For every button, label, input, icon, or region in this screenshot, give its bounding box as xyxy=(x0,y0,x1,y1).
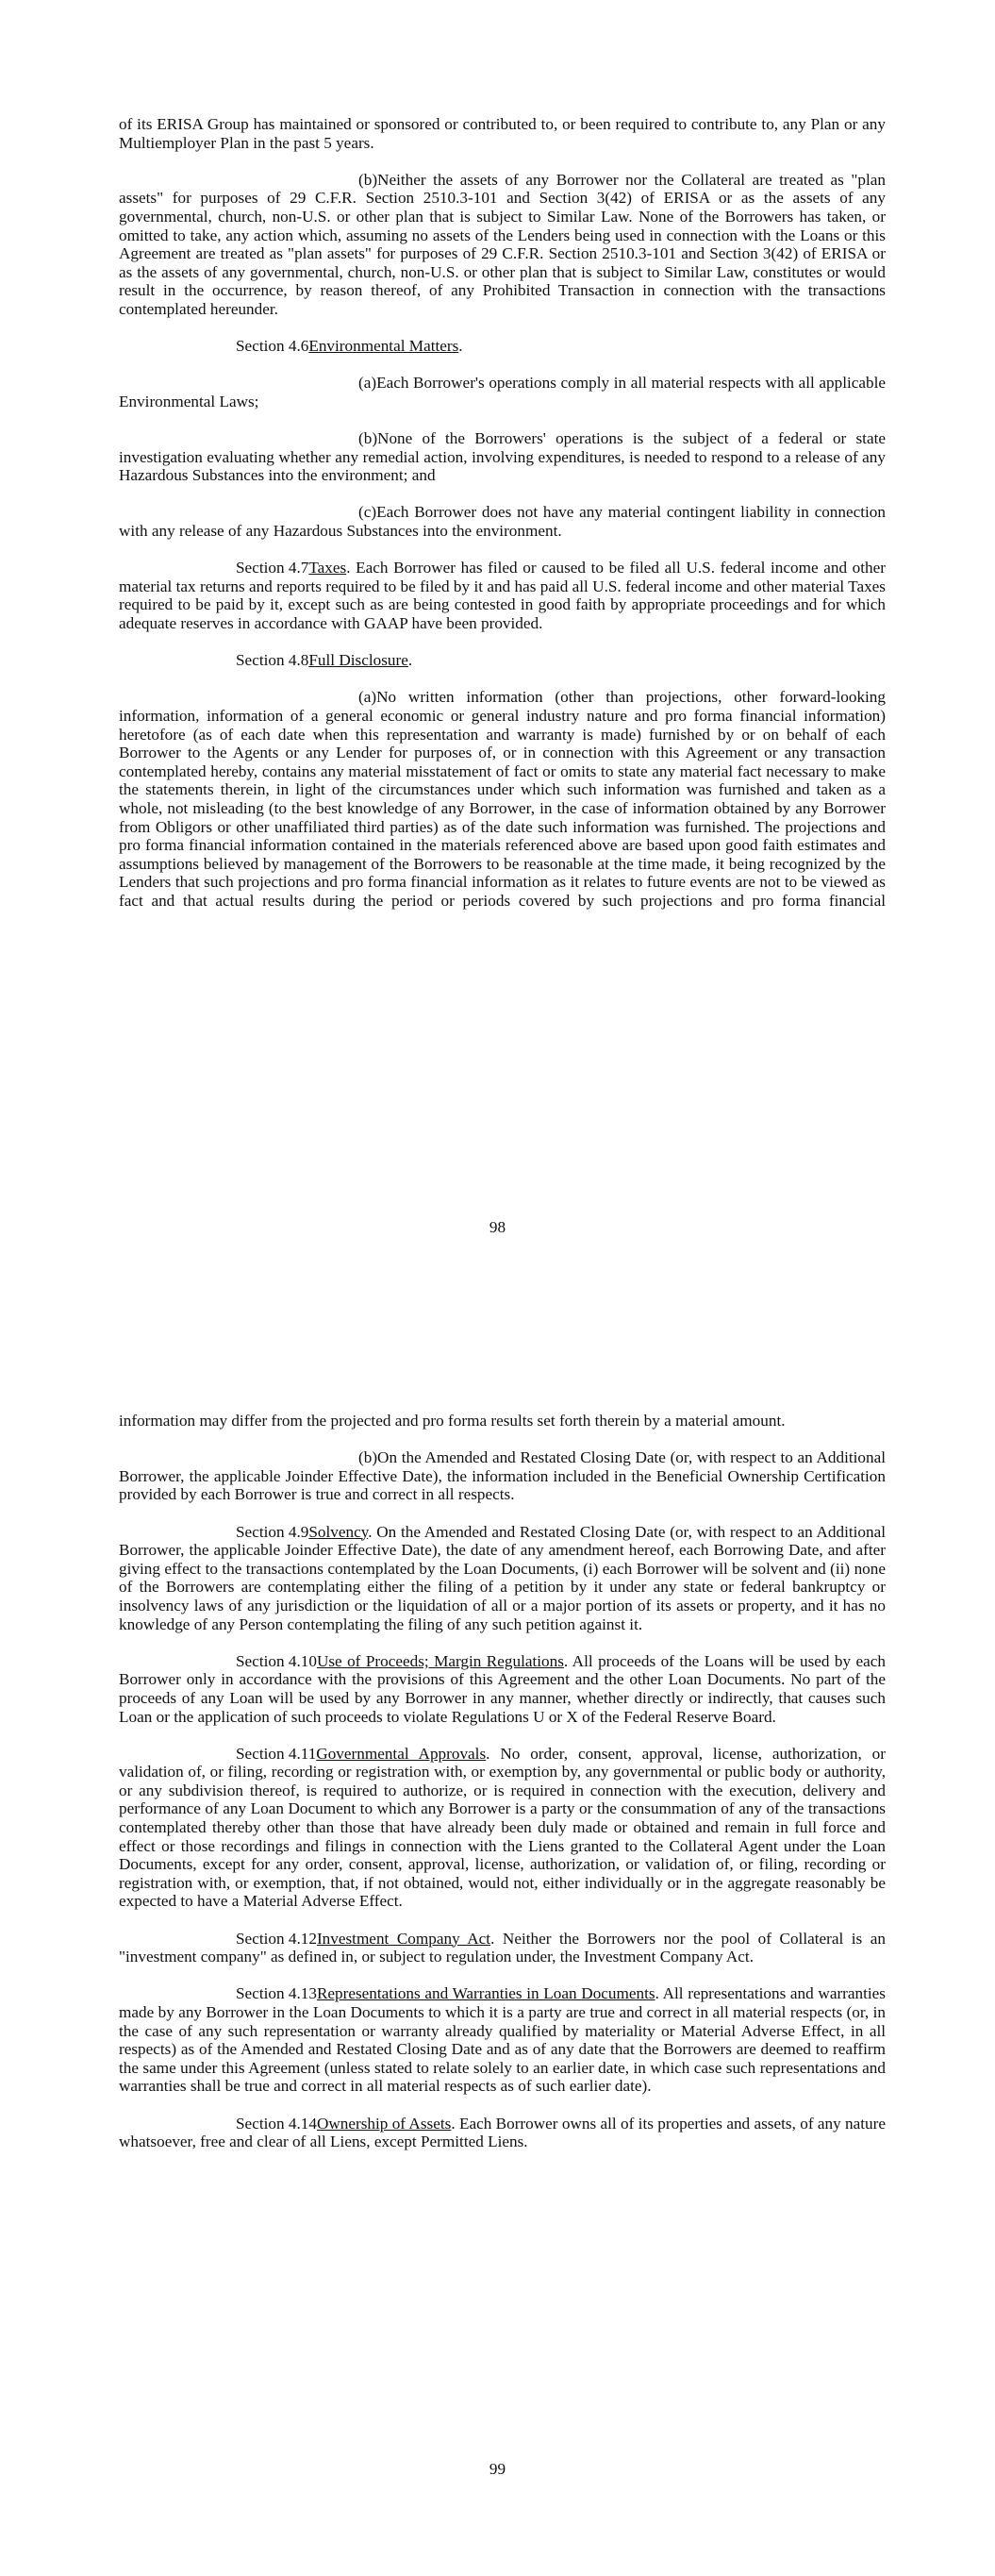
section-number: Section 4.9 xyxy=(236,1522,309,1541)
section-heading-punct: . xyxy=(407,651,413,670)
paragraph-4-8-a-continued: information may differ from the projected and pro forma results set forth therein by a material amount. xyxy=(119,1412,786,1430)
section-number: Section 4.11 xyxy=(236,1744,317,1763)
paragraph-4-8-b xyxy=(119,1448,886,1504)
paragraph-4-6-a xyxy=(119,374,886,410)
section-4-14 xyxy=(119,2115,886,2151)
section-4-8-heading xyxy=(119,651,886,670)
paragraph-4-6-b xyxy=(119,429,886,485)
clause-label: (c) xyxy=(358,503,377,522)
section-number: Section 4.10 xyxy=(236,1651,317,1670)
section-4-9 xyxy=(119,1523,886,1634)
section-title: Full Disclosure xyxy=(308,651,408,670)
section-heading-punct: . xyxy=(458,337,463,356)
clause-label: (a) xyxy=(358,688,377,707)
page-number: 99 xyxy=(489,2460,506,2478)
section-text: . All proceeds of the Loans will be used by each Borrower only in accordance with the provisions of this Agreement and the other Loan Documents. No part of the proceeds of any Loan will be used by any Borrower in any manner, whether directly or indirectly, that causes such Loan or the application of such proceeds to violate Regulations U or X of the Federal Reserve Board. xyxy=(119,1651,886,1726)
clause-text: Neither the assets of any Borrower nor the Collateral are treated as "plan assets" for purposes of 29 C.F.R. Section 2510.3-101 and Section 3(42) of ERISA or as the assets of any governmental, church, non-U.S. or other plan that is subject to Similar Law. None of the Borrowers has taken, or omitted to take, any action which, assuming no assets of the Lenders being used in connection with the Loans or this Agreement are treated as "plan assets" for purposes of 29 C.F.R. Section 2510.3-101 and Section 3(42) of ERISA or as the assets of any governmental, church, non-U.S. or other plan that is subject to Similar Law, constitutes or would result in the occurrence, by reason thereof, of any Prohibited Transaction in connection with the transactions contemplated hereunder. xyxy=(119,170,886,318)
section-title: Solvency xyxy=(308,1522,369,1541)
section-4-12 xyxy=(119,1930,886,1966)
section-text: . All representations and warranties made by any Borrower in the Loan Documents to which it is a party are true and correct in all material respects (or, in the case of any such representation or warranty already qualified by materiality or Material Adverse Effect, in all respects) as of the Amended and Restated Closing Date and as of any date that the Borrowers are deemed to reaffirm the same under this Agreement (unless stated to relate solely to an earlier date, in which case such representations and warranties shall be true and correct in all material respects as of such earlier date). xyxy=(119,1984,886,2096)
clause-text: None of the Borrowers' operations is the subject of a federal or state investigation evaluating whether any remedial action, involving expenditures, is needed to respond to a release of any Hazardous Substances into the environment; and xyxy=(119,429,886,485)
clause-text: Each Borrower's operations comply in all material respects with all applicable Environmental Laws; xyxy=(119,374,886,410)
section-text: . On the Amended and Restated Closing Date (or, with respect to an Additional Borrower, the applicable Joinder Effective Date), the date of any amendment hereof, each Borrowing Date, and after giving effect to the transactions contemplated by the Loan Documents, (i) each Borrower will be solvent and (ii) none of the Borrowers are contemplating either the filing of a petition by it under any state or federal bankruptcy or insolvency laws of any jurisdiction or the liquidation of all or a major portion of its assets or property, and it has no knowledge of any Person contemplating the filing of any such petition against it. xyxy=(119,1522,886,1633)
section-4-11 xyxy=(119,1745,886,1911)
section-number: Section 4.8 xyxy=(236,651,309,670)
clause-label: (b) xyxy=(358,429,378,448)
page-99-content xyxy=(119,1412,886,2169)
page-number: 98 xyxy=(489,1218,506,1236)
section-title: Taxes xyxy=(308,559,347,577)
section-text: . No order, consent, approval, license, authorization, or validation of, or filing, recording or registration with, or exemption by, any governmental or public body or authority, or any subdivision thereof, is required to authorize, or is required in connection with the execution, delivery and performance of any Loan Document to which any Borrower is a party or the consummation of any of the transactions contemplated thereby other than those that have already been duly made or obtained and remain in full force and effect or those recordings and filings in connection with the Liens granted to the Collateral Agent under the Loan Documents, except for any order, consent, approval, license, authorization, or validation of, or filing, recording or registration with, or exemption, that, if not obtained, would not, either individually or in the aggregate reasonably be expected to have a Material Adverse Effect. xyxy=(119,1744,886,1911)
section-number: Section 4.12 xyxy=(236,1929,317,1948)
paragraph-4-6-c xyxy=(119,503,886,540)
paragraph-4-5-b xyxy=(119,171,886,319)
clause-text: No written information (other than projections, other forward-looking information, information of a general economic or general industry nature and pro forma financial information) heretofore (as of each date when this representation and warranty is made) furnished by or on behalf of each Borrower to the Agents or any Lender for purposes of, or in connection with this Agreement or any transaction contemplated hereby, contains any material misstatement of fact or omits to state any material fact necessary to make the statements therein, in light of the circumstances under which such information was furnished and taken as a whole, not misleading (to the best knowledge of any Borrower, in the case of information obtained by any Borrower from Obligors or other unaffiliated third parties) as of the date such information was furnished. The projections and pro forma financial information contained in the materials referenced above are based upon good faith estimates and assumptions believed by management of the Borrowers to be reasonable at the time made, it being recognized by the Lenders that such projections and pro forma financial information as it relates to future events are not to be viewed as fact and that actual results during the period or periods covered by such projections and pro forma financial xyxy=(119,688,886,910)
section-number: Section 4.14 xyxy=(236,2114,317,2133)
section-4-10 xyxy=(119,1652,886,1726)
section-4-13 xyxy=(119,1984,886,2096)
section-4-6-heading xyxy=(119,337,886,356)
section-title: Use of Proceeds; Margin Regulations xyxy=(316,1651,564,1670)
section-text: . Neither the Borrowers nor the pool of Collateral is an "investment company" as defined in, or subject to regulation under, the Investment Company Act. xyxy=(119,1929,886,1966)
section-title: Representations and Warranties in Loan Documents xyxy=(316,1984,655,2003)
paragraph-erisa-continued: of its ERISA Group has maintained or sponsored or contributed to, or been required to contribute to, any Plan or any Multiemployer Plan in the past 5 years. xyxy=(119,115,886,152)
clause-label: (b) xyxy=(358,1448,378,1467)
page-98-content xyxy=(119,115,886,928)
section-title: Environmental Matters xyxy=(308,337,459,356)
section-number: Section 4.13 xyxy=(236,1984,317,2003)
section-number: Section 4.6 xyxy=(236,337,309,356)
section-title: Investment Company Act xyxy=(316,1929,491,1948)
section-text: . Each Borrower has filed or caused to be filed all U.S. federal income and other material tax returns and reports required to be filed by it and has paid all U.S. federal income and other material Taxes required to be paid by it, except such as are being contested in good faith by appropriate proceedings and for which adequate reserves in accordance with GAAP have been provided. xyxy=(119,559,886,633)
page-99 xyxy=(0,1288,995,2576)
clause-text: On the Amended and Restated Closing Date (or, with respect to an Additional Borrower, the applicable Joinder Effective Date), the information included in the Beneficial Ownership Certification provided by each Borrower is true and correct in all respects. xyxy=(119,1448,886,1504)
section-4-7 xyxy=(119,559,886,632)
clause-text: Each Borrower does not have any material contingent liability in connection with any release of any Hazardous Substances into the environment. xyxy=(119,503,886,541)
section-title: Governmental Approvals xyxy=(316,1744,487,1763)
section-text: . Each Borrower owns all of its properties and assets, of any nature whatsoever, free and clear of all Liens, except Permitted Liens. xyxy=(119,2114,886,2151)
paragraph-4-8-a xyxy=(119,688,886,910)
section-number: Section 4.7 xyxy=(236,559,309,577)
section-title: Ownership of Assets xyxy=(316,2114,452,2133)
clause-label: (b) xyxy=(358,170,378,189)
clause-label: (a) xyxy=(358,374,377,393)
